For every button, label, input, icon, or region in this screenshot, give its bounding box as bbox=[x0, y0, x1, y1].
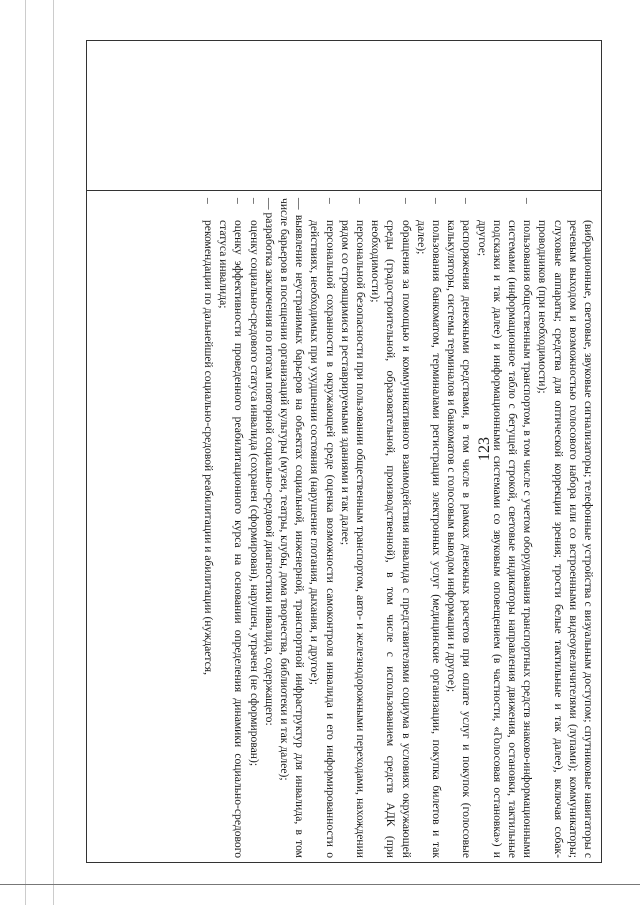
list-item bbox=[307, 198, 337, 858]
list-dash: – bbox=[353, 198, 367, 204]
list-item-text: распоряжения денежными средствами, в том числе в рамках денежных расчетов при оплате услуг и покупок (голосовые калькуляторы, системы терминалов и банкоматов с голосовым выводом информации и другое); bbox=[445, 220, 474, 858]
list-item-text: пользования общественным транспортом, в том числе с учетом оборудования транспортных средств знаково-информационными системами (информационное табло с бегущей строкой, световые индикаторы направления движения, остановки, тактильные подсказки и так далее) и информационными системами со звуковым оповещением (в частности, «Голосовая остановка») и другое; bbox=[475, 220, 535, 858]
list-dash: – bbox=[429, 198, 443, 204]
list-item-text: рекомендации по дальнейшей социально-средовой реабилитации и абилитации (нуждается, bbox=[201, 220, 215, 676]
list-item bbox=[246, 198, 261, 858]
paragraph: — разработка заключения по итогам повторной социально-средовой диагностики инвалида, содержащего: bbox=[262, 198, 276, 726]
list-dash: – bbox=[460, 198, 474, 204]
list-item bbox=[444, 198, 474, 858]
page-number: 123 bbox=[476, 437, 493, 461]
list-item-text: пользования банкоматом, терминалами регистрации электронных услуг (медицинские организации, покупка билетов и так далее); bbox=[414, 220, 443, 858]
list-item-text: обращения за помощью и коммуникативного взаимодействия инвалида с представителями социума в условиях окружающей среды (градостроительной, образовательной, производственной), в том числе с использованием средств АДК (при необходимости); bbox=[369, 220, 413, 858]
list-item-text: персональной безопасности при пользовании общественным транспортом, авто- и железнодорожными переходами, нахождении рядом со строящимися и реставрируемыми зданиями и так далее; bbox=[338, 220, 367, 858]
continued-text: (вибрационные, световые, звуковые сигнализаторы; телефонные устройства с визуальным доступом; спутниковые навигаторы с речевым выходом и возможностью голосового набора или со встроенными видеоувеличителями (лупами); коммуникаторы; слуховые аппараты; средства для оптической коррекции зрения; трости белые тактильные и так далее), включая собак-проводников (при необходимости); bbox=[536, 220, 595, 858]
rotated-text-block bbox=[92, 198, 596, 858]
list-item bbox=[414, 198, 444, 858]
list-item-text: оценку эффективности проведенного реабилитационного курса на основании определения динамики социально-средового статуса инвалида; bbox=[217, 220, 246, 858]
list-item-text: персональной сохранности в окружающей среде (оценка возможности самоконтроля инвалида и его информированности о действиях, необходимых при ухудшении состояния (нарушение глотания, дыхания, и другое); bbox=[308, 220, 337, 858]
list-item bbox=[474, 198, 535, 858]
list-item bbox=[368, 198, 414, 858]
scan-edge-line bbox=[53, 0, 54, 905]
list-dash: – bbox=[201, 198, 215, 204]
paragraph: — выявление неустранимых барьеров на объектах социальной, инженерной, транспортной инфраструктур для инвалида, в том числе барьеров в посещении организаций культуры (музеи, театры, клубы, дома творчества, библиотеки и так далее); bbox=[277, 198, 307, 858]
list-dash: – bbox=[399, 198, 413, 204]
list-item bbox=[338, 198, 368, 858]
list-dash: – bbox=[247, 198, 261, 204]
list-dash: – bbox=[232, 198, 246, 204]
list-item bbox=[201, 198, 216, 858]
table-cell-text bbox=[92, 198, 596, 858]
table-column-divider bbox=[86, 190, 602, 191]
list-dash: – bbox=[323, 198, 337, 204]
list-dash: – bbox=[521, 198, 535, 204]
list-item bbox=[216, 198, 246, 858]
scan-edge-line bbox=[25, 0, 26, 905]
list-item-text: оценку социально-средового статуса инвалида (сохранен (сформирован), нарушен, утрачен (не сформирован); bbox=[247, 220, 261, 767]
page-bottom-rule bbox=[0, 884, 640, 885]
